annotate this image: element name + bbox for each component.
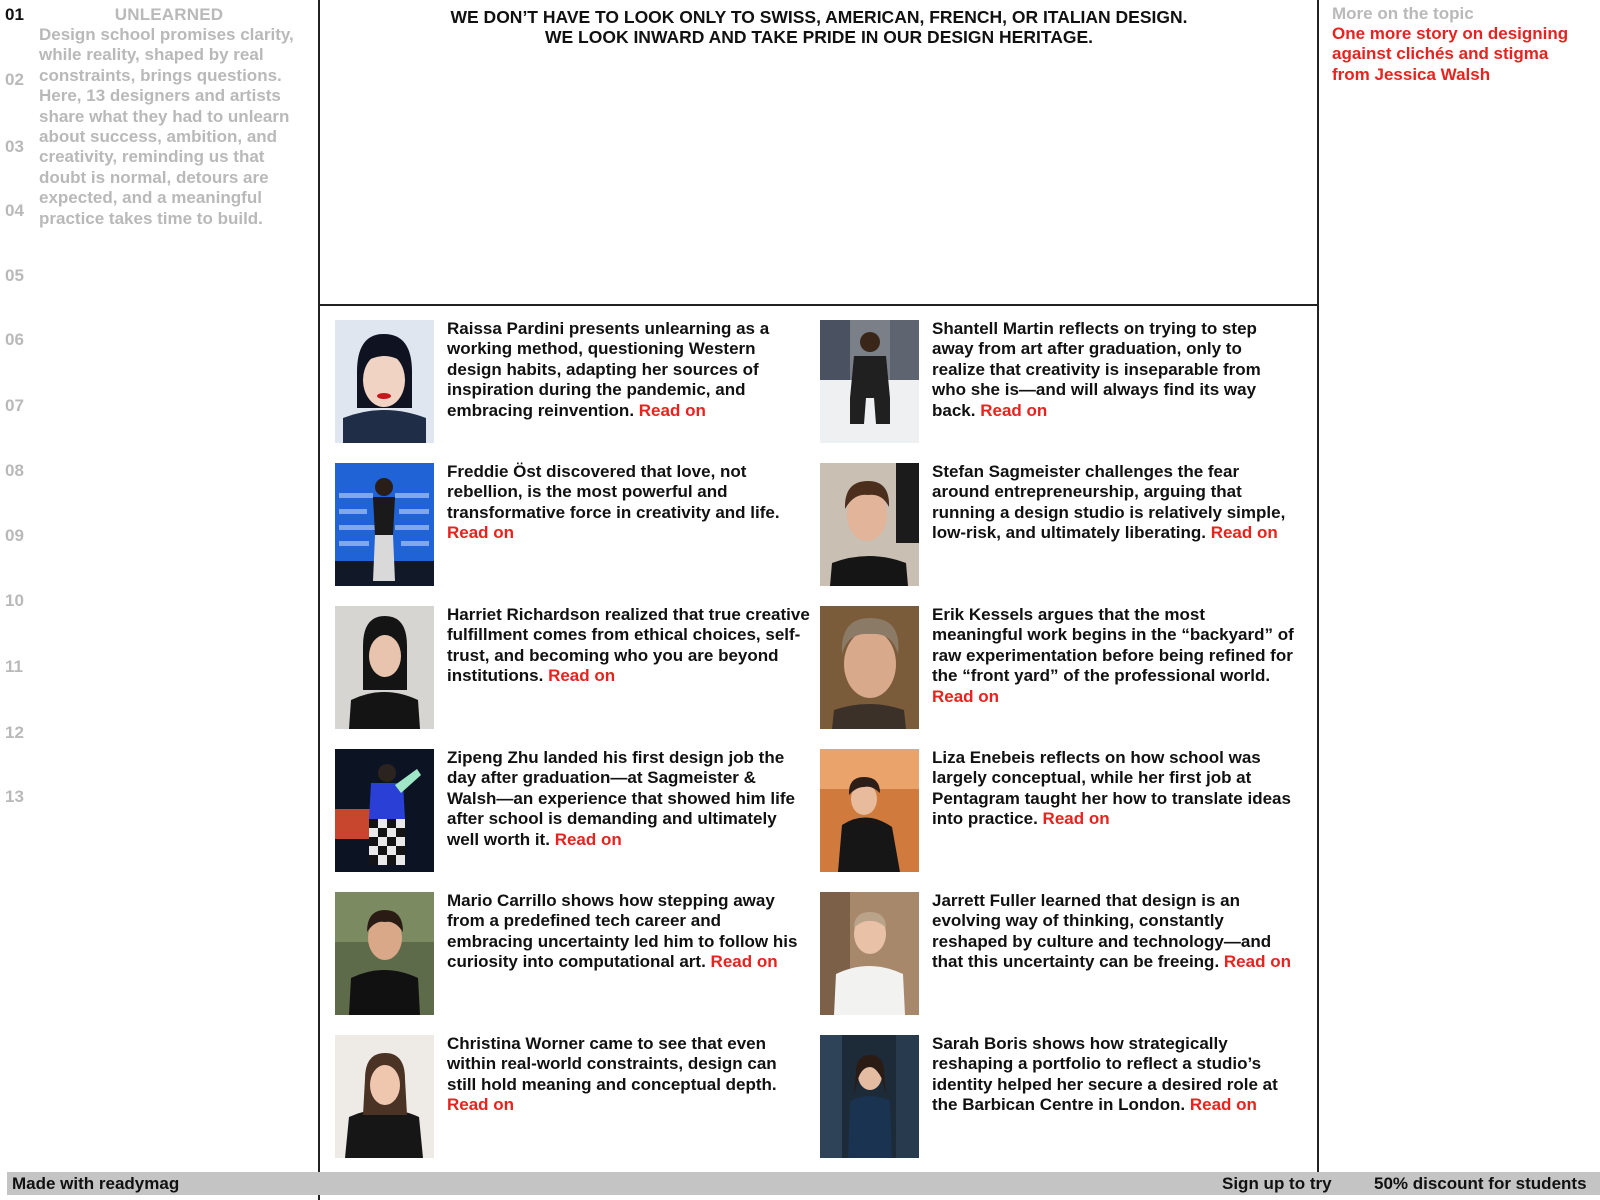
- chapter-link-12[interactable]: 12: [5, 723, 24, 742]
- chapter-link-01[interactable]: 01: [5, 5, 24, 24]
- chapter-link-11[interactable]: 11: [5, 657, 23, 676]
- portrait-photo: [820, 749, 919, 872]
- story-summary-text: Jarrett Fuller learned that design is an evolving way of thinking, constantly reshaped by culture and technology—and that this uncertainty can be freeing.: [932, 891, 1272, 972]
- story-freddie-ost: [335, 463, 810, 588]
- portrait-photo: [335, 320, 434, 443]
- story-liza-enebeis: [820, 749, 1295, 874]
- portrait-photo: [820, 606, 919, 729]
- story-zipeng-zhu: [335, 749, 810, 874]
- stories-grid: [335, 320, 1305, 1160]
- story-summary: [447, 748, 810, 850]
- story-stefan-sagmeister: [820, 463, 1295, 588]
- portrait-stefan-sagmeister[interactable]: [820, 463, 919, 586]
- story-summary-text: Raissa Pardini presents unlearning as a working method, questioning Western design habits, adapting her sources of inspiration during the pandemic, and embracing reinvention.: [447, 319, 770, 420]
- portrait-raissa-pardini[interactable]: [335, 320, 434, 443]
- portrait-photo: [820, 1035, 919, 1158]
- section-title: UNLEARNED: [114, 5, 224, 24]
- read-on-link[interactable]: Read on: [548, 666, 616, 686]
- story-summary: [932, 748, 1295, 830]
- read-on-link[interactable]: Read on: [447, 523, 515, 543]
- chapter-link-07[interactable]: 07: [5, 396, 24, 415]
- section-intro: Design school promises clarity, while reality, shaped by real constraints, brings questions. Here, 13 designers and artists share what they had to unlearn about success, ambition, and creativity, reminding us that doubt is normal, detours are expected, and a meaningful practice takes time to build.: [39, 25, 294, 228]
- left-column: [0, 0, 318, 1170]
- portrait-photo: [335, 892, 434, 1015]
- read-on-link[interactable]: Read on: [1189, 1095, 1257, 1115]
- story-summary-text: Freddie Öst discovered that love, not rebellion, is the most powerful and transformative force in creativity and life.: [447, 462, 780, 522]
- related-topic-label: More on the topic: [1332, 4, 1474, 23]
- right-divider: [1317, 0, 1319, 1172]
- story-summary-text: Stefan Sagmeister challenges the fear around entrepreneurship, arguing that running a design studio is relatively simple, low-risk, and ultimately liberating.: [932, 462, 1286, 543]
- portrait-erik-kessels[interactable]: [820, 606, 919, 729]
- story-erik-kessels: [820, 606, 1295, 731]
- story-jarrett-fuller: [820, 892, 1295, 1017]
- story-summary: [932, 319, 1295, 421]
- story-raissa-pardini: [335, 320, 810, 445]
- story-summary-text: Harriet Richardson realized that true creative fulfillment comes from ethical choices, self-trust, and becoming who you are beyond institutions.: [447, 605, 810, 686]
- story-summary-text: Liza Enebeis reflects on how school was largely conceptual, while her first job at Pentagram taught her how to translate ideas into practice.: [932, 748, 1291, 829]
- story-summary: [932, 891, 1295, 973]
- portrait-photo: [335, 606, 434, 729]
- story-shantell-martin: [820, 320, 1295, 445]
- portrait-photo: [335, 463, 434, 586]
- chapter-link-13[interactable]: 13: [5, 787, 24, 806]
- portrait-photo: [820, 320, 919, 443]
- portrait-sarah-boris[interactable]: [820, 1035, 919, 1158]
- top-section-divider: [319, 304, 1318, 306]
- portrait-photo: [820, 463, 919, 586]
- story-summary: [447, 1034, 810, 1116]
- portrait-photo: [335, 1035, 434, 1158]
- read-on-link[interactable]: Read on: [710, 952, 778, 972]
- portrait-freddie-ost[interactable]: [335, 463, 434, 586]
- portrait-liza-enebeis[interactable]: [820, 749, 919, 872]
- story-mario-carrillo: [335, 892, 810, 1017]
- story-summary: [932, 462, 1295, 544]
- read-on-link[interactable]: Read on: [447, 1095, 515, 1115]
- story-summary-text: Erik Kessels argues that the most meaningful work begins in the “backyard” of raw experimentation before being refined for the “front yard” of the professional world.: [932, 605, 1294, 686]
- chapter-link-10[interactable]: 10: [5, 591, 24, 610]
- portrait-harriet-richardson[interactable]: [335, 606, 434, 729]
- story-summary-text: Shantell Martin reflects on trying to step away from art after graduation, only to realize that creativity is inseparable from who she is—and will always find its way back.: [932, 319, 1261, 420]
- read-on-link[interactable]: Read on: [1223, 952, 1291, 972]
- story-summary: [447, 891, 810, 973]
- story-summary: [447, 319, 810, 421]
- pull-quote-line-2: WE LOOK INWARD AND TAKE PRIDE IN OUR DESIGN HERITAGE.: [544, 27, 1094, 47]
- pull-quote: [320, 7, 1318, 47]
- story-summary-text: Sarah Boris shows how strategically reshaping a portfolio to reflect a studio’s identity helped her secure a desired role at the Barbican Centre in London.: [932, 1034, 1278, 1115]
- made-with-readymag-link[interactable]: Made with readymag: [12, 1174, 180, 1193]
- story-summary-text: Mario Carrillo shows how stepping away from a predefined tech career and embracing uncertainty led him to follow his curiosity into computational art.: [447, 891, 798, 972]
- chapter-link-02[interactable]: 02: [5, 70, 24, 89]
- portrait-zipeng-zhu[interactable]: [335, 749, 434, 872]
- story-summary: [447, 462, 810, 544]
- left-divider: [318, 0, 320, 1200]
- chapter-link-06[interactable]: 06: [5, 330, 24, 349]
- portrait-photo: [335, 749, 434, 872]
- chapter-link-05[interactable]: 05: [5, 266, 24, 285]
- read-on-link[interactable]: Read on: [980, 400, 1048, 420]
- chapter-link-09[interactable]: 09: [5, 526, 24, 545]
- story-harriet-richardson: [335, 606, 810, 731]
- portrait-jarrett-fuller[interactable]: [820, 892, 919, 1015]
- story-summary-text: Christina Worner came to see that even within real-world constraints, design can still hold meaning and conceptual depth.: [447, 1034, 777, 1094]
- student-discount-link[interactable]: 50% discount for students: [1374, 1174, 1587, 1193]
- read-on-link[interactable]: Read on: [1042, 809, 1110, 829]
- portrait-mario-carrillo[interactable]: [335, 892, 434, 1015]
- related-topic-panel: [1332, 4, 1592, 85]
- story-summary: [932, 1034, 1295, 1116]
- portrait-shantell-martin[interactable]: [820, 320, 919, 443]
- portrait-christina-worner[interactable]: [335, 1035, 434, 1158]
- read-on-link[interactable]: Read on: [1210, 523, 1278, 543]
- sign-up-link[interactable]: Sign up to try: [1222, 1174, 1332, 1193]
- read-on-link[interactable]: Read on: [638, 400, 706, 420]
- read-on-link[interactable]: Read on: [554, 829, 622, 849]
- readymag-footer-bar: [7, 1172, 1600, 1195]
- chapter-link-08[interactable]: 08: [5, 461, 24, 480]
- story-summary-text: Zipeng Zhu landed his first design job the day after graduation—at Sagmeister & Walsh—an experience that showed him life after school is demanding and ultimately well worth it.: [447, 748, 795, 849]
- related-story-link[interactable]: One more story on designing against clichés and stigma from Jessica Walsh: [1332, 24, 1569, 84]
- chapter-link-04[interactable]: 04: [5, 201, 24, 220]
- story-sarah-boris: [820, 1035, 1295, 1160]
- chapter-link-03[interactable]: 03: [5, 137, 24, 156]
- story-summary: [932, 605, 1295, 707]
- read-on-link[interactable]: Read on: [932, 686, 1000, 706]
- story-summary: [447, 605, 810, 687]
- pull-quote-line-1: WE DON’T HAVE TO LOOK ONLY TO SWISS, AMERICAN, FRENCH, OR ITALIAN DESIGN.: [450, 7, 1188, 27]
- portrait-photo: [820, 892, 919, 1015]
- story-christina-worner: [335, 1035, 810, 1160]
